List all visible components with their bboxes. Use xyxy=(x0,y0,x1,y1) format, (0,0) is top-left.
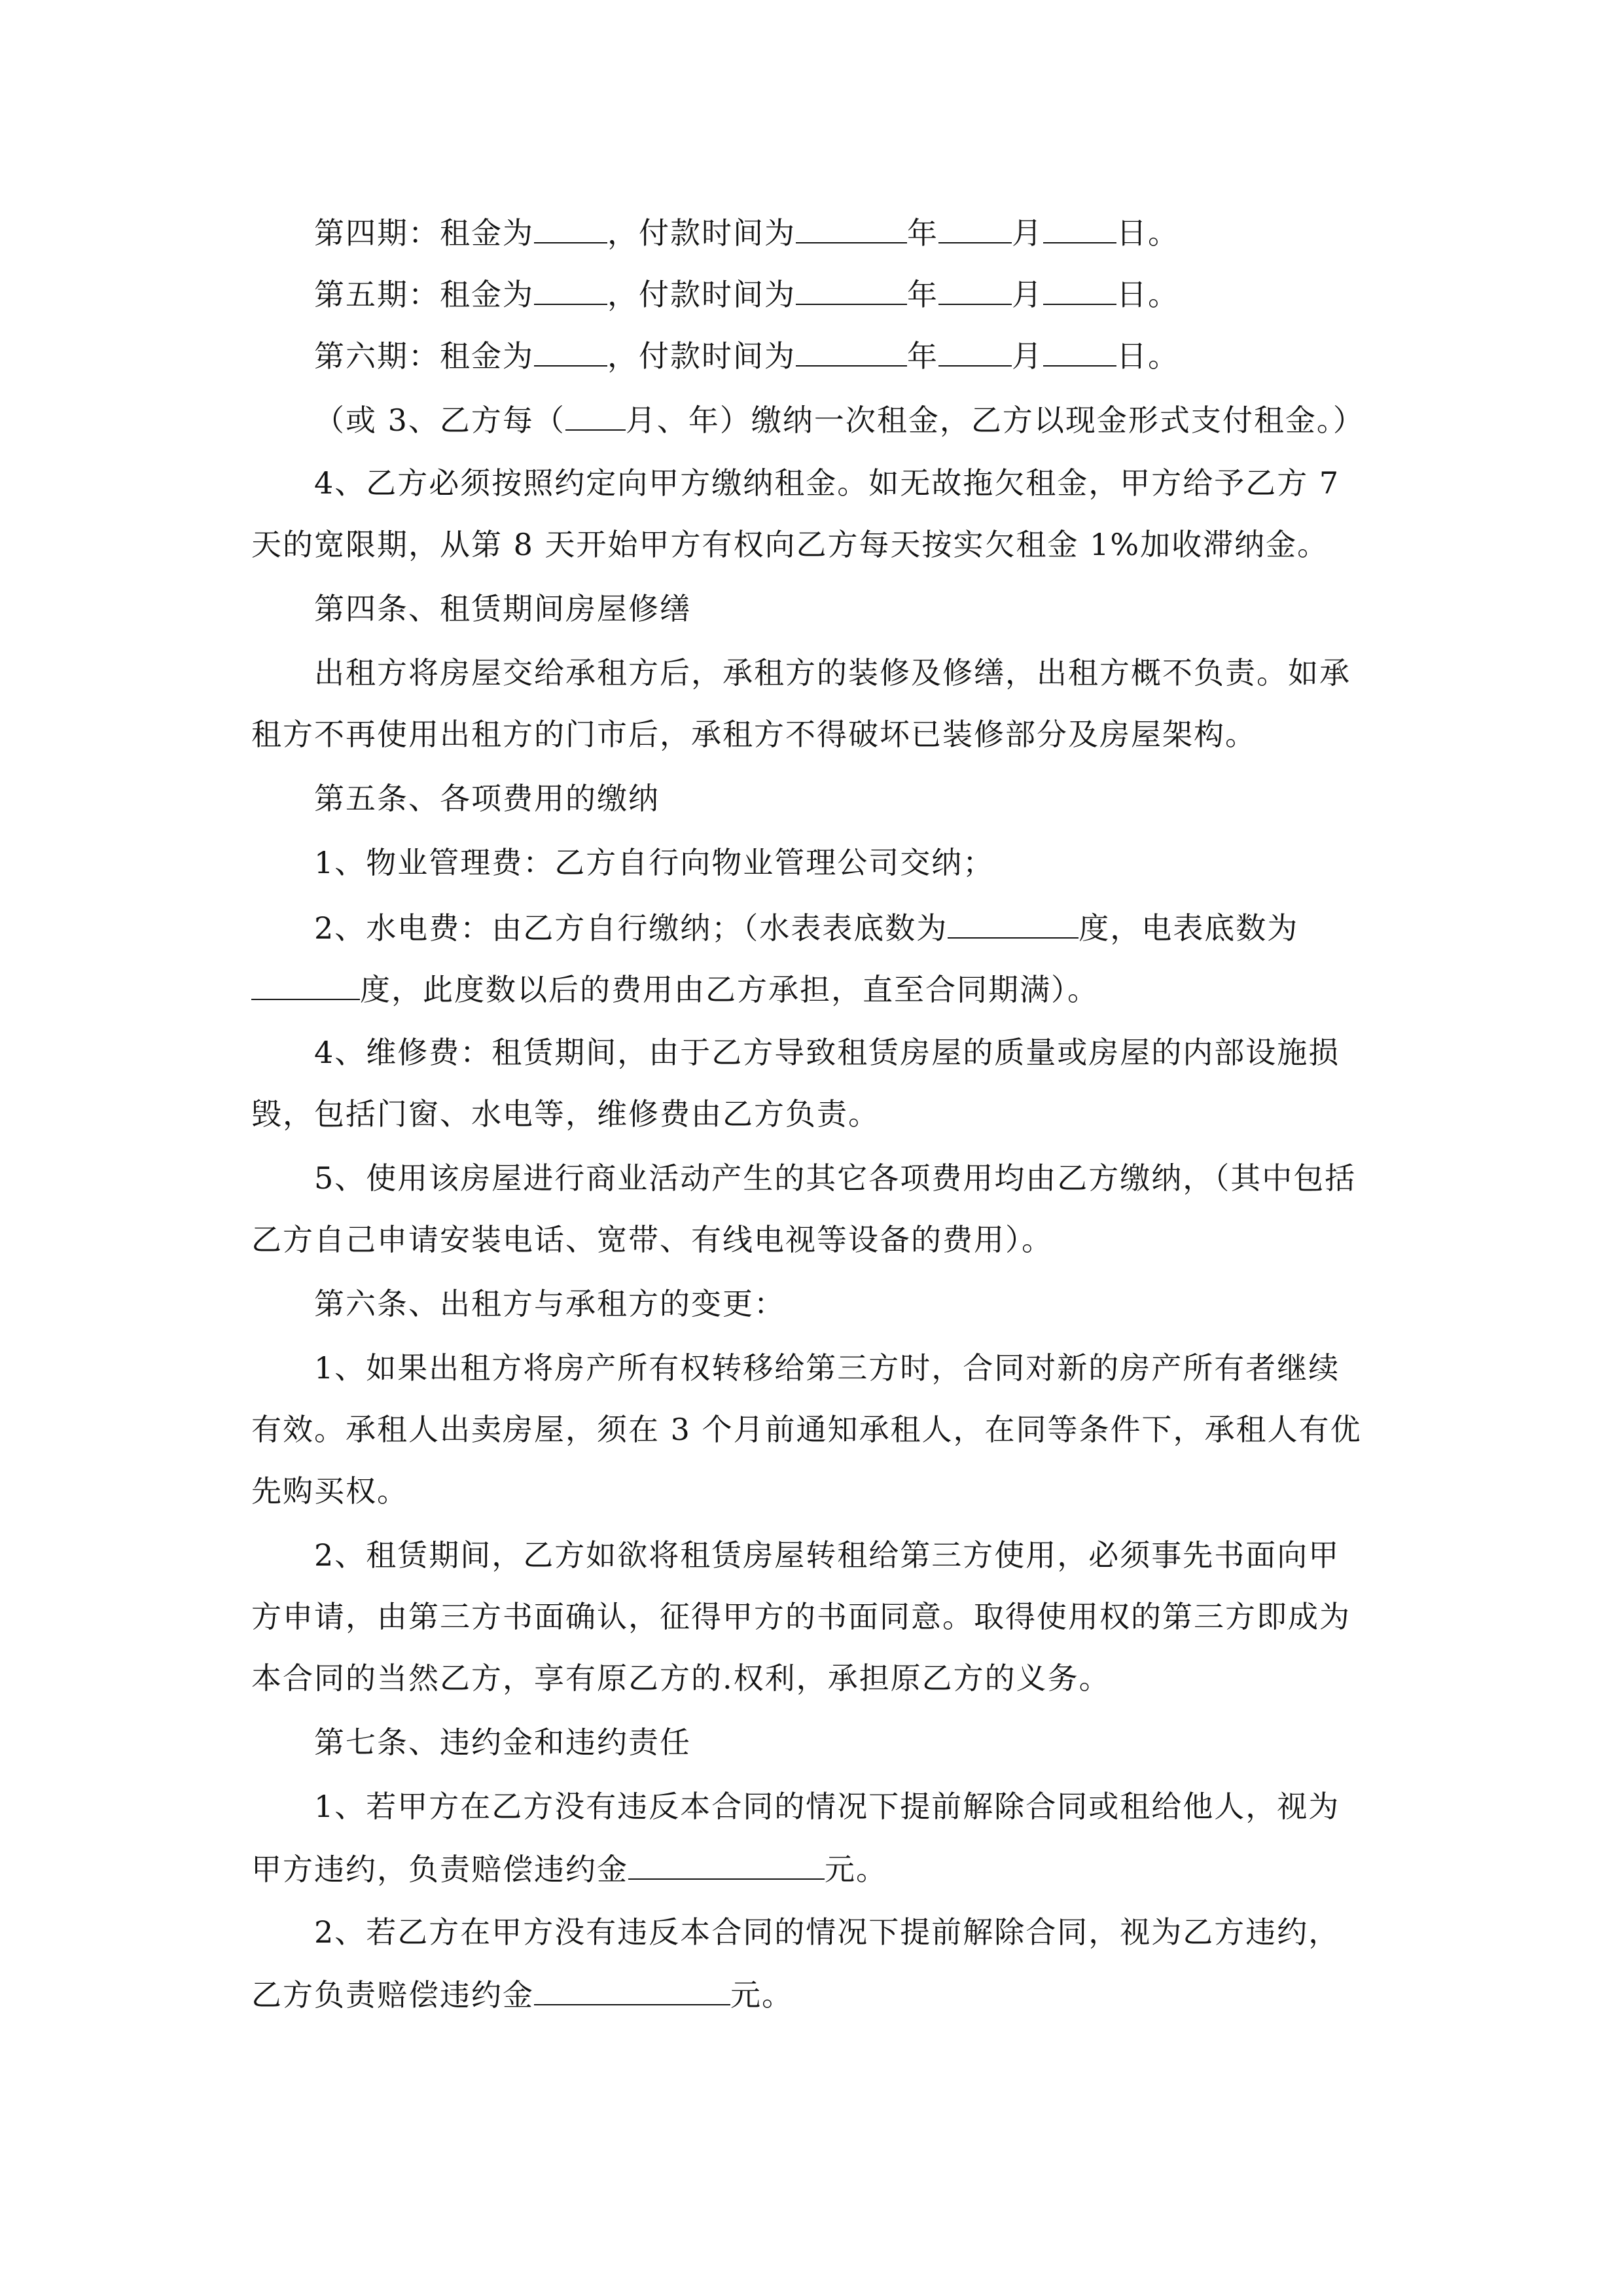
article-5-item-5-line-1: 5、使用该房屋进行商业活动产生的其它各项费用均由乙方缴纳，（其中包括 xyxy=(314,1160,1357,1196)
article-6-item-1-line-1: 1、如果出租方将房产所有权转移给第三方时，合同对新的房产所有者继续 xyxy=(314,1350,1340,1386)
late-payment-line-2: 天的宽限期，从第 8 天开始甲方有权向乙方每天按实欠租金 1%加收滞纳金。 xyxy=(251,527,1329,562)
article-6-title: 第六条、出租方与承租方的变更： xyxy=(314,1286,785,1321)
installment-4-line: 第四期：租金为 ，付款时间为 年 月 日。 xyxy=(314,212,1387,253)
article-7-title: 第七条、违约金和违约责任 xyxy=(314,1725,691,1760)
article-7-item-2-line-2: 乙方负责赔偿违约金 元。 xyxy=(251,1974,1390,2015)
article-6-item-1-line-3: 先购买权。 xyxy=(251,1473,408,1509)
article-7-item-1-line-2: 甲方违约，负责赔偿违约金 元。 xyxy=(251,1848,1390,1889)
article-7-item-1-line-1: 1、若甲方在乙方没有违反本合同的情况下提前解除合同或租给他人，视为 xyxy=(314,1789,1340,1824)
article-5-item-5-line-2: 乙方自己申请安装电话、宽带、有线电视等设备的费用）。 xyxy=(251,1222,1053,1257)
article-6-item-2-line-1: 2、租赁期间，乙方如欲将租赁房屋转租给第三方使用，必须事先书面向甲 xyxy=(314,1537,1340,1573)
article-5-item-4-line-2: 毁，包括门窗、水电等，维修费由乙方负责。 xyxy=(251,1096,880,1132)
article-5-item-2-line-1: 2、水电费：由乙方自行缴纳；（水表表底数为 度，电表底数为 xyxy=(314,907,1387,948)
late-payment-line-1: 4、乙方必须按照约定向甲方缴纳租金。如无故拖欠租金，甲方给予乙方 7 xyxy=(314,465,1340,501)
installment-6-line: 第六期：租金为 ，付款时间为 年 月 日。 xyxy=(314,335,1387,376)
article-6-item-1-line-2: 有效。承租人出卖房屋，须在 3 个月前通知承租人，在同等条件下，承租人有优 xyxy=(251,1412,1362,1447)
article-5-item-4-line-1: 4、维修费：租赁期间，由于乙方导致租赁房屋的质量或房屋的内部设施损 xyxy=(314,1035,1340,1070)
article-5-title: 第五条、各项费用的缴纳 xyxy=(314,781,660,816)
article-6-item-2-line-3: 本合同的当然乙方，享有原乙方的.权利，承担原乙方的义务。 xyxy=(251,1660,1111,1696)
article-4-line-2: 租方不再使用出租方的门市后，承租方不得破坏已装修部分及房屋架构。 xyxy=(251,717,1257,752)
article-4-line-1: 出租方将房屋交给承租方后，承租方的装修及修缮，出租方概不负责。如承 xyxy=(314,655,1351,691)
alternative-payment-line: （或 3、乙方每（ 月、年）缴纳一次租金，乙方以现金形式支付租金。） xyxy=(314,399,1387,440)
installment-5-line: 第五期：租金为 ，付款时间为 年 月 日。 xyxy=(314,274,1387,314)
article-5-item-2-line-2: 度，此度数以后的费用由乙方承担，直至合同期满）。 xyxy=(251,969,1390,1009)
article-7-item-2-line-1: 2、若乙方在甲方没有违反本合同的情况下提前解除合同，视为乙方违约， xyxy=(314,1914,1340,1950)
article-4-title: 第四条、租赁期间房屋修缮 xyxy=(314,591,691,626)
article-6-item-2-line-2: 方申请，由第三方书面确认，征得甲方的书面同意。取得使用权的第三方即成为 xyxy=(251,1599,1351,1634)
article-5-item-1: 1、物业管理费：乙方自行向物业管理公司交纳； xyxy=(314,845,995,880)
